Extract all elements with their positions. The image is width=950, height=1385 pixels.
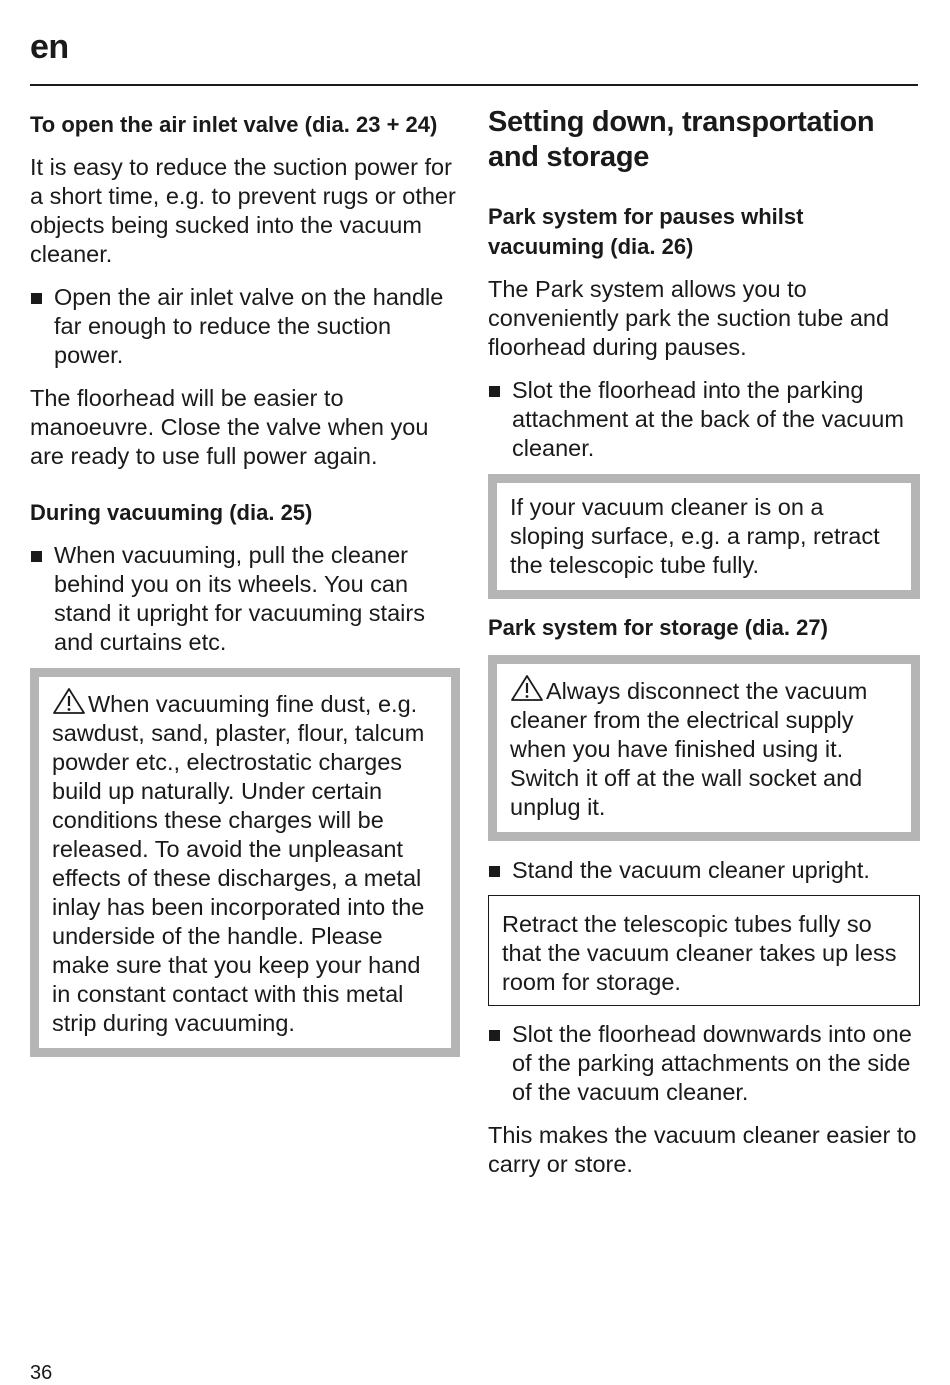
square-bullet-icon	[489, 386, 500, 397]
paragraph-air-inlet: It is easy to reduce the suction power for a short time, e.g. to prevent rugs or other objects being sucked into the vacuum cleaner.	[30, 154, 456, 267]
bullet-text: Open the air inlet valve on the handle far enough to reduce the suction power.	[54, 284, 444, 368]
warning-box-disconnect	[488, 655, 920, 841]
heading-park-pauses: Park system for pauses whilst vacuuming (dia. 26)	[488, 204, 804, 259]
bullet-upright	[488, 856, 920, 885]
square-bullet-icon	[31, 551, 42, 562]
warning-triangle-icon	[510, 674, 544, 702]
paragraph-easier: This makes the vacuum cleaner easier to carry or store.	[488, 1122, 917, 1177]
note-box-retract	[488, 895, 920, 1006]
bullet-during-vacuuming	[30, 541, 460, 657]
square-bullet-icon	[489, 1030, 500, 1041]
bullet-text: Slot the floorhead into the parking attachment at the back of the vacuum cleaner.	[512, 377, 904, 461]
heading-park-storage: Park system for storage (dia. 27)	[488, 615, 828, 640]
heading-during-vacuuming: During vacuuming (dia. 25)	[30, 500, 313, 525]
paragraph-park-pauses: The Park system allows you to conveniently park the suction tube and floorhead during pauses.	[488, 276, 890, 360]
warning-text: When vacuuming fine dust, e.g. sawdust, sand, plaster, flour, talcum powder etc., electrostatic charges build up naturally. Under certain conditions these charges will be released. To avoid the unpleasant effects of these discharges, a metal inlay has been incorporated into the underside of the handle. Please make sure that you keep your hand in constant contact with this metal strip during vacuuming.	[52, 691, 425, 1036]
note-box-sloping	[488, 474, 920, 599]
warning-triangle-icon	[52, 687, 86, 715]
bullet-text: Slot the floorhead downwards into one of the parking attachments on the side of the vacuum cleaner.	[512, 1021, 912, 1105]
page-number: 36	[30, 1362, 53, 1384]
heading-setting-down: Setting down, transportation and storage	[488, 106, 875, 173]
bullet-park-pauses	[488, 376, 920, 463]
warning-text: Always disconnect the vacuum cleaner from the electrical supply when you have finished using it. Switch it off at the wall socket and unplug it.	[510, 678, 868, 820]
bullet-slot-down	[488, 1020, 920, 1107]
heading-air-inlet: To open the air inlet valve (dia. 23 + 24)	[30, 112, 438, 137]
language-code: en	[30, 28, 69, 66]
header-rule	[30, 84, 918, 86]
paragraph-floorhead: The floorhead will be easier to manoeuvre. Close the valve when you are ready to use full power again.	[30, 385, 429, 469]
square-bullet-icon	[31, 293, 42, 304]
bullet-air-inlet	[30, 283, 460, 370]
square-bullet-icon	[489, 866, 500, 877]
bullet-text: When vacuuming, pull the cleaner behind you on its wheels. You can stand it upright for vacuuming stairs and curtains etc.	[54, 542, 425, 655]
note-text: Retract the telescopic tubes fully so that the vacuum cleaner takes up less room for storage.	[502, 911, 897, 995]
bullet-text: Stand the vacuum cleaner upright.	[512, 857, 870, 883]
warning-box-fine-dust	[30, 668, 460, 1057]
left-column	[30, 110, 460, 1057]
note-text: If your vacuum cleaner is on a sloping surface, e.g. a ramp, retract the telescopic tube fully.	[510, 494, 880, 578]
right-column	[488, 106, 920, 1179]
